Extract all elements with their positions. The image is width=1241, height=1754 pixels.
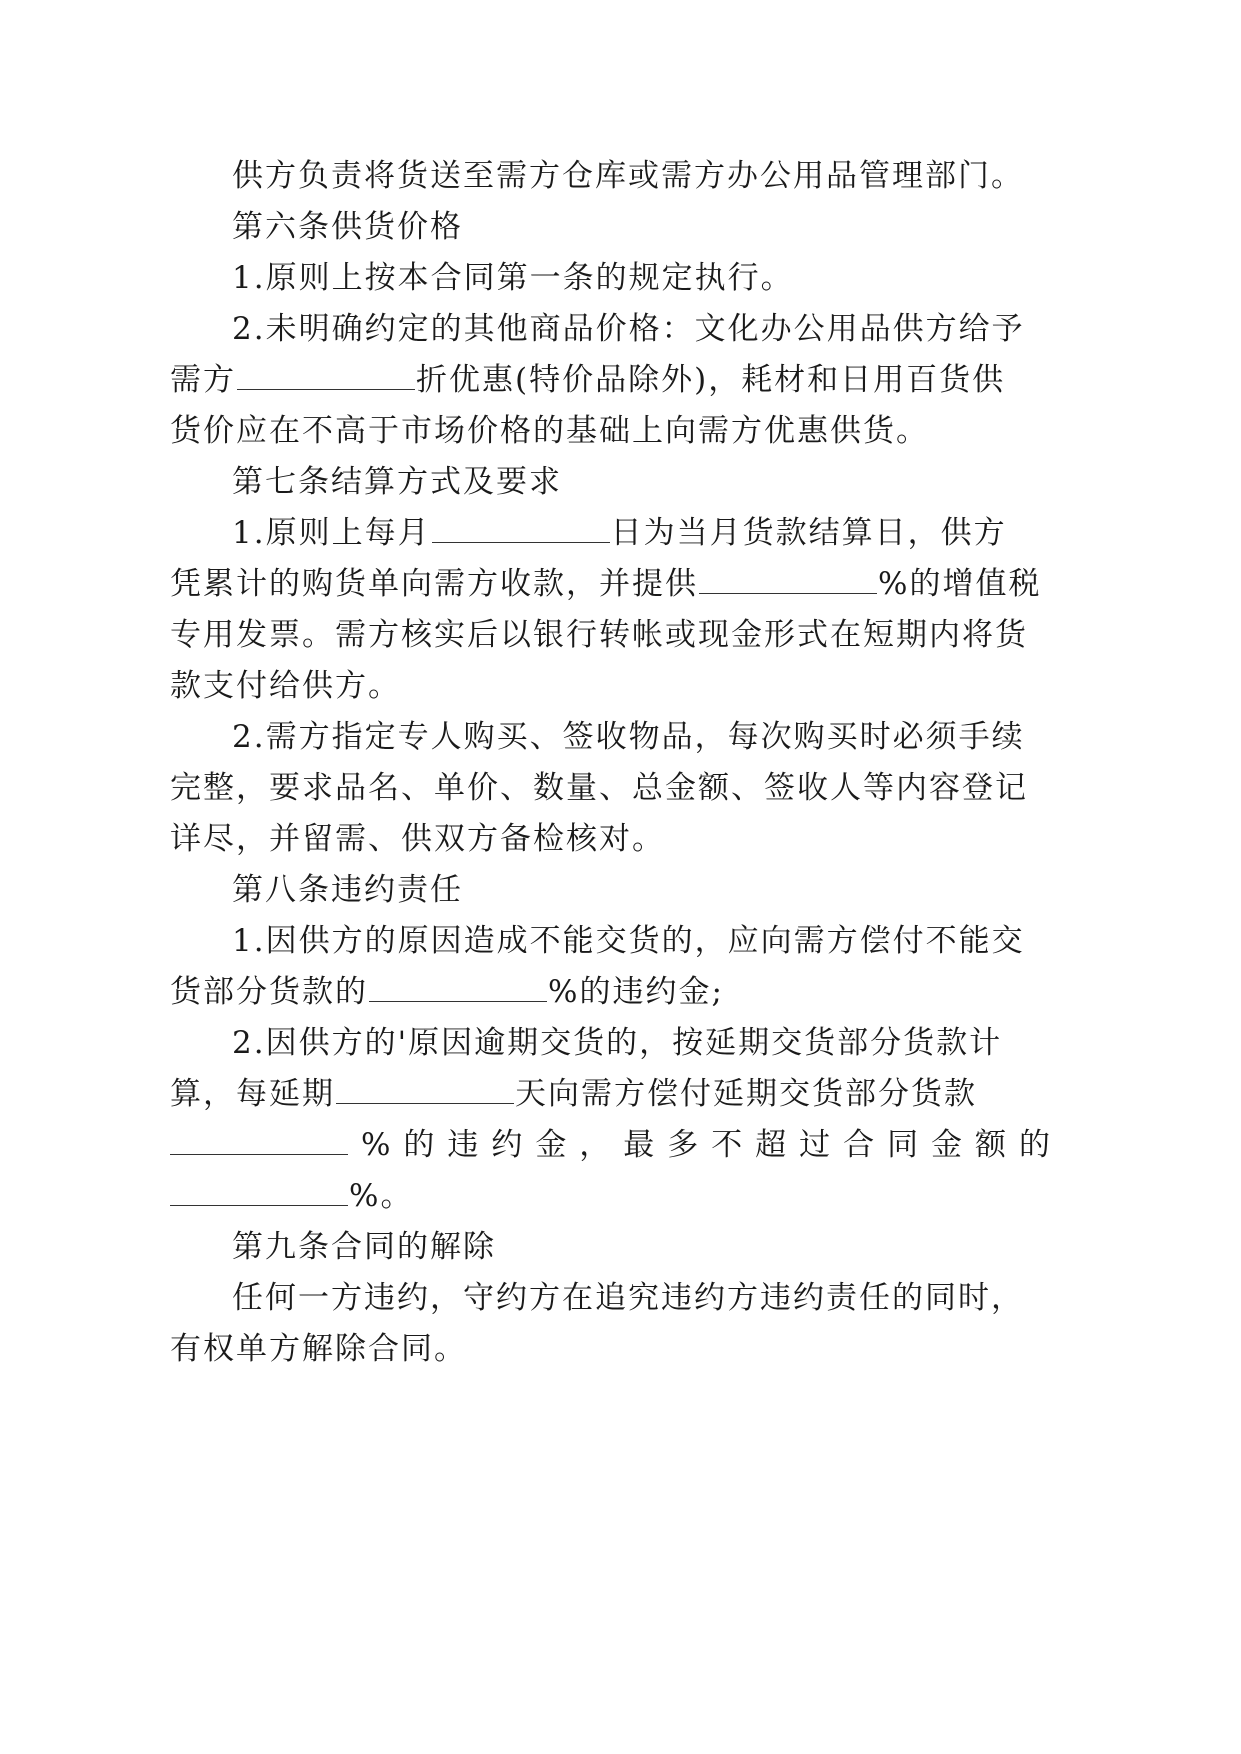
text: 天向需方偿付延期交货部分货款 [515, 1076, 977, 1112]
text: 1.因供方的原因造成不能交货的，应向需方偿付不能交 [232, 923, 1025, 959]
text: 折优惠(特价品除外)，耗材和日用百货供 [416, 362, 1006, 398]
paragraph-line [232, 717, 1025, 757]
word: ， [579, 1127, 611, 1163]
paragraph-line [170, 1074, 977, 1114]
text: 2.需方指定专人购买、签收物品，每次购买时必须手续 [232, 719, 1025, 755]
text: 算，每延期 [170, 1076, 335, 1112]
word: 过 [799, 1127, 831, 1163]
text: 2.未明确约定的其他商品价格：文化办公用品供方给予 [232, 311, 1025, 347]
text: 完整，要求品名、单价、数量、总金额、签收人等内容登记 [170, 770, 1028, 806]
fill-in-blank [699, 567, 877, 594]
text: 供方负责将货送至需方仓库或需方办公用品管理部门。 [232, 158, 1024, 194]
paragraph-line [170, 768, 1028, 808]
paragraph-line [170, 615, 1028, 655]
word: 违 [447, 1127, 479, 1163]
paragraph-line [170, 972, 724, 1012]
paragraph-line [232, 921, 1025, 961]
section-heading [232, 1227, 496, 1267]
text: 款支付给供方。 [170, 668, 401, 704]
fill-in-blank [369, 975, 547, 1002]
paragraph-line [170, 1329, 467, 1369]
section-heading [232, 462, 562, 502]
word: 合 [843, 1127, 875, 1163]
fill-in-blank [432, 516, 610, 543]
paragraph-line [232, 156, 1024, 196]
word: 同 [887, 1127, 919, 1163]
section-heading [232, 207, 463, 247]
paragraph-line [232, 309, 1025, 349]
text: 1.原则上按本合同第一条的规定执行。 [232, 260, 794, 296]
paragraph-line [232, 513, 1007, 553]
text: 任何一方违约，守约方在追究违约方违约责任的同时， [232, 1280, 1024, 1316]
paragraph-line [170, 411, 929, 451]
text: %的增值税 [878, 566, 1042, 602]
word: 金 [535, 1127, 567, 1163]
heading-text: 第七条结算方式及要求 [232, 464, 562, 500]
text: 日为当月货款结算日，供方 [610, 515, 1007, 551]
text: 凭累计的购货单向需方收款，并提供 [170, 566, 698, 602]
heading-text: 第九条合同的解除 [232, 1229, 496, 1265]
paragraph-line [232, 1023, 1002, 1063]
word: 超 [755, 1127, 787, 1163]
text: 1.原则上每月 [232, 515, 431, 551]
fill-in-blank [170, 1179, 348, 1206]
word: 金 [931, 1127, 963, 1163]
fill-in-blank [237, 363, 415, 390]
text: 货价应在不高于市场价格的基础上向需方优惠供货。 [170, 413, 929, 449]
word: 的 [1018, 1127, 1050, 1163]
paragraph-line [170, 1176, 413, 1216]
paragraph-line [170, 819, 665, 859]
text: 需方 [170, 362, 236, 398]
word: 不 [711, 1127, 743, 1163]
text: %的违约金; [548, 974, 724, 1010]
text: 有权单方解除合同。 [170, 1331, 467, 1367]
word: 约 [491, 1127, 523, 1163]
heading-text: 第八条违约责任 [232, 872, 463, 908]
paragraph-line [170, 564, 1041, 604]
word: % [360, 1127, 391, 1163]
fill-in-blank [170, 1128, 348, 1155]
text: 专用发票。需方核实后以银行转帐或现金形式在短期内将货 [170, 617, 1028, 653]
paragraph-line [170, 360, 1005, 400]
paragraph-line [232, 1278, 1024, 1318]
word: 最 [623, 1127, 655, 1163]
heading-text: 第六条供货价格 [232, 209, 463, 245]
justified-paragraph-line [170, 1125, 1050, 1165]
fill-in-blank [336, 1077, 514, 1104]
section-heading [232, 870, 463, 910]
paragraph-line [170, 666, 401, 706]
text: 货部分货款的 [170, 974, 368, 1010]
paragraph-line [232, 258, 794, 298]
word: 多 [667, 1127, 699, 1163]
text: %。 [349, 1178, 414, 1214]
word: 额 [975, 1127, 1006, 1163]
text: 详尽，并留需、供双方备检核对。 [170, 821, 665, 857]
word: 的 [403, 1127, 435, 1163]
text: 2.因供方的'原因逾期交货的，按延期交货部分货款计 [232, 1025, 1003, 1061]
